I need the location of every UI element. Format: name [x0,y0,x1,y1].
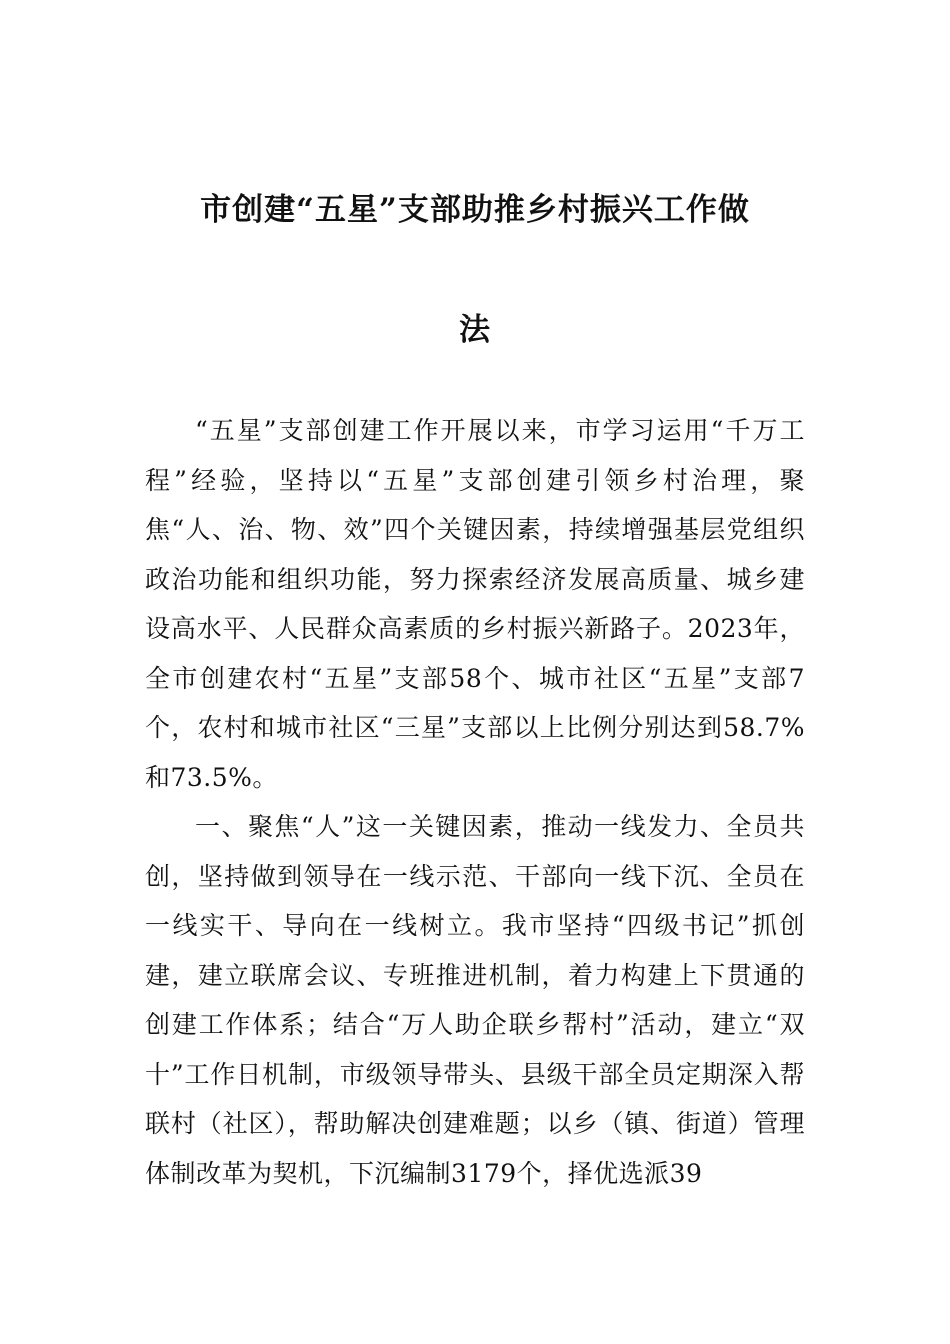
document-title [145,150,805,390]
document-body [145,406,805,1198]
title-line-2: 法 [459,312,491,348]
section-one-paragraph: 一、聚焦“人”这一关键因素，推动一线发力、全员共创，坚持做到领导在一线示范、干部向一线下沉、全员在一线实干、导向在一线树立。我市坚持“四级书记”抓创建，建立联席会议、专班推进机制，着力构建上下贯通的创建工作体系；结合“万人助企联乡帮村”活动，建立“双十”工作日机制，市级领导带头、县级干部全员定期深入帮联村（社区），帮助解决创建难题；以乡（镇、街道）管理体制改革为契机，下沉编制3179个，择优选派39 [145,812,805,1188]
title-line-1: 市创建“五星”支部助推乡村振兴工作做 [200,192,750,228]
intro-paragraph: “五星”支部创建工作开展以来，市学习运用“千万工程”经验，坚持以“五星”支部创建引领乡村治理，聚焦“人、治、物、效”四个关键因素，持续增强基层党组织政治功能和组织功能，努力探索经济发展高质量、城乡建设高水平、人民群众高素质的乡村振兴新路子。2023年，全市创建农村“五星”支部58个、城市社区“五星”支部7个，农村和城市社区“三星”支部以上比例分别达到58.7%和73.5%。 [145,416,805,792]
